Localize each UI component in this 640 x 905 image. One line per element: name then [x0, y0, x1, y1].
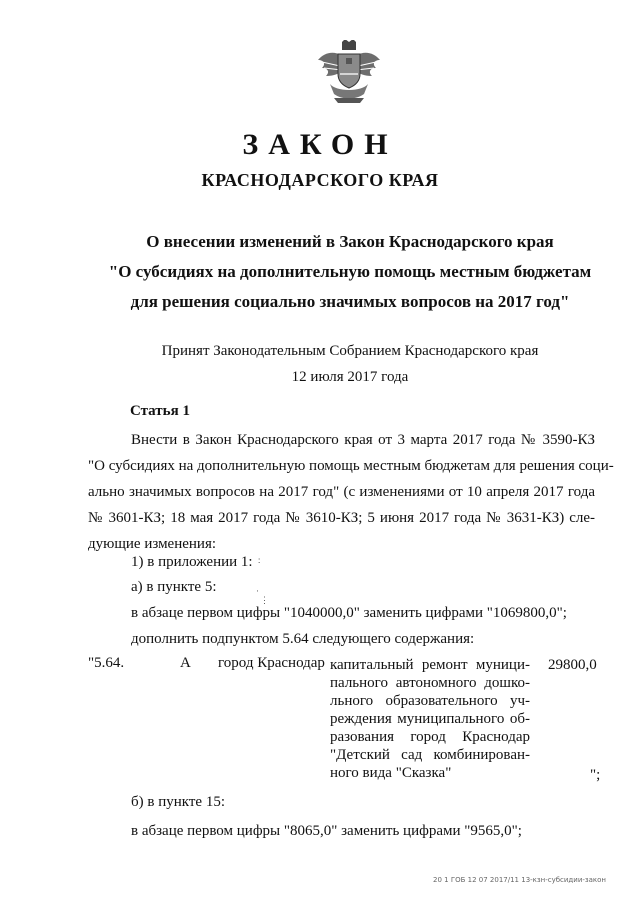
adopted-by: Принят Законодательным Собранием Краснодарского края	[161, 343, 539, 359]
scan-speck: ∶	[258, 556, 261, 566]
table-cell-letter: А	[180, 655, 191, 671]
article-paragraph-line: ально значимых вопросов на 2017 год" (с изменениями от 10 апреля 2017 года	[88, 484, 595, 500]
table-cell-description-line: разования город Краснодар	[330, 729, 530, 745]
article-heading: Статья 1	[130, 403, 190, 419]
item-add-subpoint: дополнить подпунктом 5.64 следующего содержания:	[131, 631, 475, 647]
table-cell-city: город Краснодар	[218, 655, 325, 671]
table-cell-amount: 29800,0	[548, 657, 597, 673]
item-replace-2: в абзаце первом цифры "8065,0" заменить цифрами "9565,0";	[131, 823, 522, 839]
footer-file-reference: 20 1 ГОБ 12 07 2017/11 13-кзн-субсидии-закон	[433, 876, 606, 884]
law-title-line-3: для решения социально значимых вопросов на 2017 год"	[130, 292, 570, 311]
law-title-line-2: "О субсидиях на дополнительную помощь местным бюджетам	[108, 262, 592, 281]
table-cell-description-line: льного образовательного уч-	[330, 693, 530, 709]
scan-speck: ⋮	[260, 595, 269, 605]
table-cell-description-line: реждения муниципального об-	[330, 711, 530, 727]
document-region: КРАСНОДАРСКОГО КРАЯ	[201, 170, 439, 190]
article-paragraph-line: № 3601-КЗ; 18 мая 2017 года № 3610-КЗ; 5 июня 2017 года № 3631-КЗ) сле-	[88, 510, 595, 526]
item-point-5: а) в пункте 5:	[131, 579, 217, 595]
table-cell-description-line: "Детский сад комбинирован-	[330, 747, 530, 763]
item-point-15: б) в пункте 15:	[131, 794, 225, 810]
table-cell-closing-quote: ";	[590, 767, 601, 783]
item-appendix: 1) в приложении 1:	[131, 554, 253, 570]
table-cell-description-line: ного вида "Сказка"	[330, 765, 452, 781]
item-replace-1: в абзаце первом цифры "1040000,0" заменить цифрами "1069800,0";	[131, 605, 567, 621]
article-paragraph-line: дующие изменения:	[88, 536, 217, 552]
coat-of-arms-emblem	[316, 40, 382, 104]
article-paragraph-line: Внести в Закон Краснодарского края от 3 марта 2017 года № 3590-КЗ	[131, 432, 595, 448]
article-paragraph-line: "О субсидиях на дополнительную помощь местным бюджетам для решения соци-	[88, 458, 614, 474]
table-cell-number: "5.64.	[88, 655, 125, 671]
scan-speck: ·	[256, 586, 259, 596]
table-cell-description-line: капитальный ремонт муници-	[330, 657, 530, 673]
adoption-date: 12 июля 2017 года	[291, 369, 409, 385]
document-heading: ЗАКОН	[242, 128, 398, 161]
table-cell-description-line: пального автономного дошко-	[330, 675, 530, 691]
law-title-line-1: О внесении изменений в Закон Краснодарского края	[146, 232, 554, 251]
